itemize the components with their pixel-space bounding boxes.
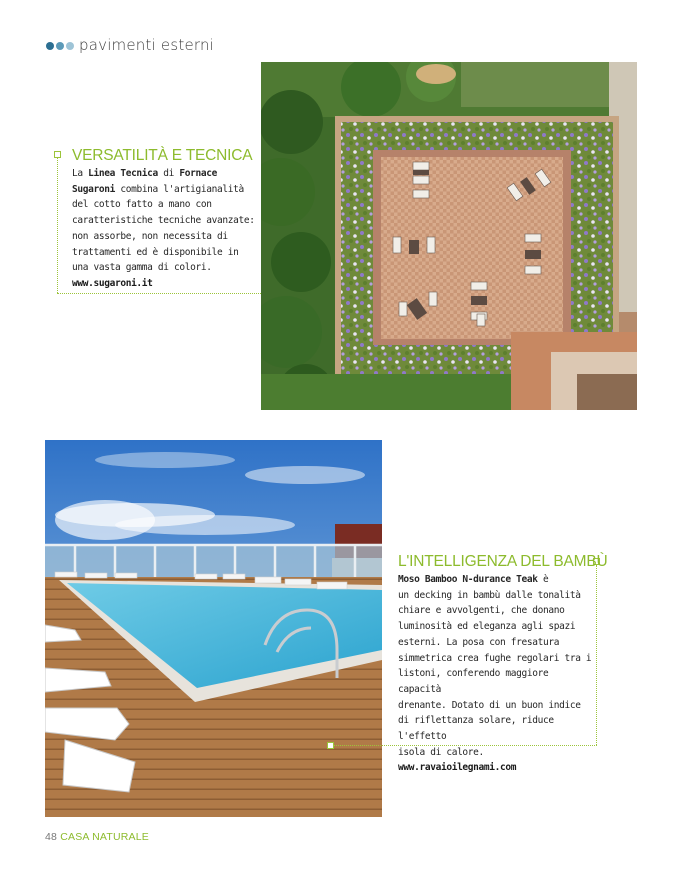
magazine-name: CASA NATURALE xyxy=(60,831,149,843)
article-link[interactable]: www.ravaioilegnami.com xyxy=(398,762,517,774)
article-line: La Linea Tecnica di Fornace xyxy=(72,168,217,179)
article-title: L'INTELLIGENZA DEL BAMBÙ xyxy=(398,553,608,570)
article-line: simmetrica crea fughe regolari tra i xyxy=(398,652,592,664)
article-title: VERSATILITÀ E TECNICA xyxy=(72,147,253,164)
article-line: Sugaroni combina l'artigianalità xyxy=(72,183,244,195)
article-line: esterni. La posa con fresatura xyxy=(398,636,560,648)
article-link[interactable]: www.sugaroni.it xyxy=(72,277,153,289)
callout-marker xyxy=(54,151,61,158)
article-line: luminosità ed eleganza agli spazi xyxy=(398,621,576,633)
article-body xyxy=(72,166,262,292)
article-line: caratteristiche tecniche avanzate: xyxy=(72,215,255,227)
article-line: del cotto fatto a mano con xyxy=(72,199,212,211)
rooftop-terrace-photo xyxy=(261,62,637,410)
article-line: trattamenti ed è disponibile in xyxy=(72,246,239,258)
article-line: un decking in bambù dalle tonalità xyxy=(398,589,581,601)
callout-line xyxy=(596,565,597,745)
article-line: chiare e avvolgenti, che donano xyxy=(398,605,565,617)
callout-marker xyxy=(327,742,334,749)
article-body xyxy=(398,572,593,776)
pool-deck-photo xyxy=(45,440,382,817)
callout-line xyxy=(57,158,58,293)
page-footer xyxy=(45,831,149,843)
section-title: pavimenti esterni xyxy=(79,36,215,54)
article-line: listoni, conferendo maggiore capacità xyxy=(398,668,549,695)
callout-line xyxy=(57,293,261,294)
article-line: una vasta gamma di colori. xyxy=(72,262,212,274)
article-line: drenante. Dotato di un buon indice xyxy=(398,699,581,711)
section-dots-icon xyxy=(46,42,76,52)
article-line: Moso Bamboo N-durance Teak è xyxy=(398,574,549,585)
article-line: non assorbe, non necessita di xyxy=(72,230,228,242)
article-line: di riflettanza solare, riduce l'effetto xyxy=(398,715,554,743)
page-number: 48 xyxy=(45,831,58,843)
article-line: isola di calore. xyxy=(398,746,484,758)
